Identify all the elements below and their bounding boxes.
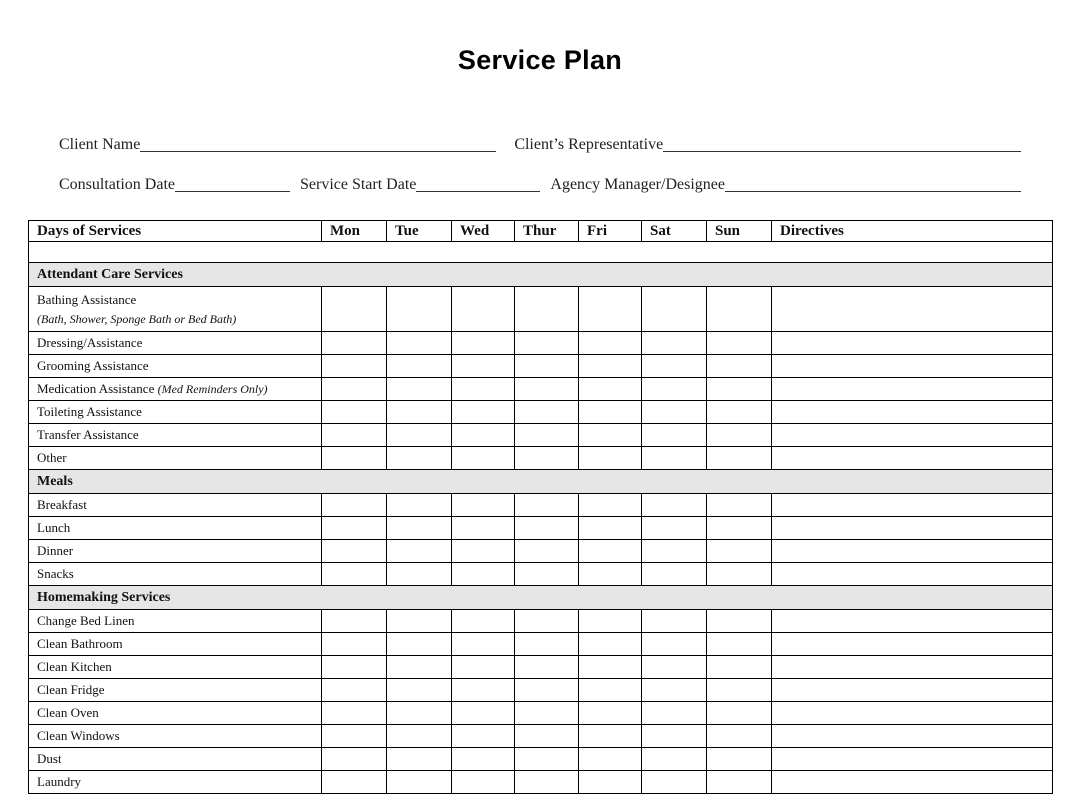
service-label: Clean Oven	[37, 705, 99, 720]
cell-sun[interactable]	[707, 494, 772, 517]
cell-mon[interactable]	[322, 656, 387, 679]
cell-tue[interactable]	[387, 771, 452, 794]
cell-directives[interactable]	[772, 563, 1053, 586]
cell-mon[interactable]	[322, 633, 387, 656]
cell-sun[interactable]	[707, 610, 772, 633]
clients-representative-label: Client’s Representative	[514, 136, 664, 153]
service-label-cell	[29, 401, 322, 424]
cell-fri[interactable]	[579, 401, 642, 424]
cell-mon[interactable]	[322, 748, 387, 771]
cell-wed[interactable]	[452, 748, 515, 771]
cell-directives[interactable]	[772, 725, 1053, 748]
cell-mon[interactable]	[322, 679, 387, 702]
service-label: Change Bed Linen	[37, 613, 135, 628]
cell-mon[interactable]	[322, 447, 387, 470]
cell-tue[interactable]	[387, 679, 452, 702]
section-title: Meals	[29, 470, 1053, 494]
cell-directives[interactable]	[772, 517, 1053, 540]
cell-sun[interactable]	[707, 287, 772, 332]
service-row	[29, 702, 1053, 725]
header-fri: Fri	[579, 221, 642, 242]
service-plan-table	[28, 220, 1053, 794]
service-label-cell	[29, 378, 322, 401]
service-label: Toileting Assistance	[37, 404, 142, 419]
cell-sun[interactable]	[707, 725, 772, 748]
cell-tue[interactable]	[387, 378, 452, 401]
service-label-cell	[29, 447, 322, 470]
service-start-date-field[interactable]	[416, 174, 540, 192]
service-label: Laundry	[37, 774, 82, 789]
service-label-cell	[29, 494, 322, 517]
cell-sat[interactable]	[642, 494, 707, 517]
cell-fri[interactable]	[579, 748, 642, 771]
service-row	[29, 633, 1053, 656]
service-row	[29, 771, 1053, 794]
cell-directives[interactable]	[772, 287, 1053, 332]
cell-mon[interactable]	[322, 702, 387, 725]
service-row	[29, 401, 1053, 424]
service-row	[29, 748, 1053, 771]
cell-wed[interactable]	[452, 287, 515, 332]
service-label: Dressing/Assistance	[37, 335, 143, 350]
agency-manager-label: Agency Manager/Designee	[550, 176, 725, 193]
cell-sat[interactable]	[642, 540, 707, 563]
cell-thur[interactable]	[515, 656, 579, 679]
cell-tue[interactable]	[387, 517, 452, 540]
cell-sat[interactable]	[642, 424, 707, 447]
cell-sun[interactable]	[707, 401, 772, 424]
cell-sat[interactable]	[642, 679, 707, 702]
cell-directives[interactable]	[772, 355, 1053, 378]
cell-tue[interactable]	[387, 748, 452, 771]
cell-thur[interactable]	[515, 424, 579, 447]
cell-sat[interactable]	[642, 332, 707, 355]
consultation-date-label: Consultation Date	[59, 176, 175, 193]
service-row	[29, 656, 1053, 679]
cell-directives[interactable]	[772, 401, 1053, 424]
header-tue: Tue	[387, 221, 452, 242]
cell-sat[interactable]	[642, 725, 707, 748]
cell-wed[interactable]	[452, 447, 515, 470]
cell-thur[interactable]	[515, 748, 579, 771]
service-label-cell	[29, 424, 322, 447]
header-thur: Thur	[515, 221, 579, 242]
header-mon: Mon	[322, 221, 387, 242]
service-label: Lunch	[37, 520, 71, 535]
cell-thur[interactable]	[515, 447, 579, 470]
service-row	[29, 378, 1053, 401]
section-header-meals	[29, 470, 1053, 494]
cell-fri[interactable]	[579, 702, 642, 725]
service-row	[29, 447, 1053, 470]
cell-mon[interactable]	[322, 378, 387, 401]
service-label: Other	[37, 450, 67, 465]
cell-fri[interactable]	[579, 656, 642, 679]
dates-row	[59, 174, 1021, 194]
cell-directives[interactable]	[772, 378, 1053, 401]
cell-tue[interactable]	[387, 332, 452, 355]
cell-sat[interactable]	[642, 771, 707, 794]
cell-directives[interactable]	[772, 540, 1053, 563]
service-row	[29, 540, 1053, 563]
service-label-cell	[29, 656, 322, 679]
service-note: (Bath, Shower, Sponge Bath or Bed Bath)	[37, 311, 237, 326]
cell-sat[interactable]	[642, 563, 707, 586]
cell-thur[interactable]	[515, 517, 579, 540]
cell-directives[interactable]	[772, 656, 1053, 679]
clients-representative-field[interactable]	[663, 134, 1021, 152]
service-label: Transfer Assistance	[37, 427, 139, 442]
agency-manager-field[interactable]	[725, 174, 1021, 192]
service-row	[29, 287, 1053, 332]
cell-mon[interactable]	[322, 610, 387, 633]
cell-sun[interactable]	[707, 679, 772, 702]
cell-thur[interactable]	[515, 287, 579, 332]
spacer-row	[29, 242, 1053, 263]
cell-sun[interactable]	[707, 424, 772, 447]
cell-directives[interactable]	[772, 610, 1053, 633]
header-days-of-services: Days of Services	[29, 221, 322, 242]
cell-wed[interactable]	[452, 517, 515, 540]
client-info-row	[59, 134, 1021, 154]
cell-sun[interactable]	[707, 748, 772, 771]
cell-wed[interactable]	[452, 679, 515, 702]
cell-fri[interactable]	[579, 332, 642, 355]
cell-sat[interactable]	[642, 702, 707, 725]
cell-tue[interactable]	[387, 401, 452, 424]
cell-directives[interactable]	[772, 748, 1053, 771]
cell-sun[interactable]	[707, 447, 772, 470]
cell-mon[interactable]	[322, 563, 387, 586]
header-sat: Sat	[642, 221, 707, 242]
cell-mon[interactable]	[322, 771, 387, 794]
cell-tue[interactable]	[387, 725, 452, 748]
cell-sun[interactable]	[707, 517, 772, 540]
cell-mon[interactable]	[322, 287, 387, 332]
cell-thur[interactable]	[515, 355, 579, 378]
section-title: Homemaking Services	[29, 586, 1053, 610]
cell-thur[interactable]	[515, 771, 579, 794]
service-label: Dust	[37, 751, 62, 766]
cell-thur[interactable]	[515, 702, 579, 725]
cell-sat[interactable]	[642, 355, 707, 378]
cell-wed[interactable]	[452, 563, 515, 586]
cell-mon[interactable]	[322, 401, 387, 424]
cell-wed[interactable]	[452, 494, 515, 517]
header-directives: Directives	[772, 221, 1053, 242]
cell-directives[interactable]	[772, 332, 1053, 355]
cell-mon[interactable]	[322, 332, 387, 355]
cell-wed[interactable]	[452, 540, 515, 563]
cell-thur[interactable]	[515, 725, 579, 748]
cell-thur[interactable]	[515, 494, 579, 517]
cell-sun[interactable]	[707, 563, 772, 586]
cell-sat[interactable]	[642, 401, 707, 424]
service-start-date-label: Service Start Date	[299, 176, 417, 193]
cell-sun[interactable]	[707, 540, 772, 563]
cell-directives[interactable]	[772, 679, 1053, 702]
service-label-cell	[29, 748, 322, 771]
cell-directives[interactable]	[772, 702, 1053, 725]
service-label: Clean Kitchen	[37, 659, 112, 674]
service-note: (Med Reminders Only)	[157, 382, 268, 396]
service-row	[29, 355, 1053, 378]
service-label: Grooming Assistance	[37, 358, 149, 373]
cell-fri[interactable]	[579, 494, 642, 517]
cell-sat[interactable]	[642, 610, 707, 633]
cell-thur[interactable]	[515, 540, 579, 563]
cell-directives[interactable]	[772, 771, 1053, 794]
cell-fri[interactable]	[579, 563, 642, 586]
cell-tue[interactable]	[387, 424, 452, 447]
cell-wed[interactable]	[452, 771, 515, 794]
cell-sun[interactable]	[707, 702, 772, 725]
cell-sun[interactable]	[707, 633, 772, 656]
cell-directives[interactable]	[772, 633, 1053, 656]
cell-tue[interactable]	[387, 563, 452, 586]
service-label-cell	[29, 610, 322, 633]
cell-sat[interactable]	[642, 447, 707, 470]
service-label: Bathing Assistance	[37, 291, 137, 307]
cell-tue[interactable]	[387, 355, 452, 378]
cell-sun[interactable]	[707, 355, 772, 378]
cell-fri[interactable]	[579, 517, 642, 540]
client-name-label: Client Name	[59, 136, 141, 153]
service-label-cell	[29, 725, 322, 748]
cell-wed[interactable]	[452, 355, 515, 378]
cell-tue[interactable]	[387, 610, 452, 633]
cell-directives[interactable]	[772, 447, 1053, 470]
header-sun: Sun	[707, 221, 772, 242]
page-title: Service Plan	[457, 45, 623, 75]
cell-wed[interactable]	[452, 702, 515, 725]
cell-mon[interactable]	[322, 424, 387, 447]
cell-thur[interactable]	[515, 633, 579, 656]
cell-sun[interactable]	[707, 771, 772, 794]
table-header-row	[29, 221, 1053, 242]
section-title: Attendant Care Services	[29, 263, 1053, 287]
cell-thur[interactable]	[515, 610, 579, 633]
cell-mon[interactable]	[322, 517, 387, 540]
service-label-cell	[29, 517, 322, 540]
service-row	[29, 494, 1053, 517]
cell-sun[interactable]	[707, 656, 772, 679]
header-wed: Wed	[452, 221, 515, 242]
cell-sat[interactable]	[642, 633, 707, 656]
section-header-homemaking	[29, 586, 1053, 610]
cell-tue[interactable]	[387, 447, 452, 470]
cell-wed[interactable]	[452, 332, 515, 355]
cell-fri[interactable]	[579, 287, 642, 332]
cell-tue[interactable]	[387, 633, 452, 656]
cell-sat[interactable]	[642, 517, 707, 540]
consultation-date-field[interactable]	[175, 174, 290, 192]
cell-sun[interactable]	[707, 332, 772, 355]
cell-wed[interactable]	[452, 424, 515, 447]
cell-mon[interactable]	[322, 355, 387, 378]
cell-tue[interactable]	[387, 494, 452, 517]
cell-fri[interactable]	[579, 355, 642, 378]
service-label-cell	[29, 633, 322, 656]
cell-fri[interactable]	[579, 447, 642, 470]
service-label: Clean Bathroom	[37, 636, 123, 651]
client-name-field[interactable]	[140, 134, 496, 152]
service-row	[29, 563, 1053, 586]
cell-thur[interactable]	[515, 401, 579, 424]
cell-sat[interactable]	[642, 378, 707, 401]
cell-sat[interactable]	[642, 748, 707, 771]
service-row	[29, 424, 1053, 447]
cell-tue[interactable]	[387, 540, 452, 563]
service-label-cell	[29, 679, 322, 702]
cell-thur[interactable]	[515, 332, 579, 355]
cell-wed[interactable]	[452, 633, 515, 656]
cell-directives[interactable]	[772, 494, 1053, 517]
service-label: Breakfast	[37, 497, 87, 512]
service-row	[29, 679, 1053, 702]
service-row	[29, 725, 1053, 748]
cell-fri[interactable]	[579, 610, 642, 633]
cell-fri[interactable]	[579, 771, 642, 794]
cell-fri[interactable]	[579, 540, 642, 563]
service-label: Dinner	[37, 543, 74, 558]
cell-mon[interactable]	[322, 725, 387, 748]
spacer-cell	[29, 242, 1053, 263]
cell-thur[interactable]	[515, 679, 579, 702]
cell-wed[interactable]	[452, 725, 515, 748]
cell-fri[interactable]	[579, 424, 642, 447]
service-label-cell	[29, 702, 322, 725]
cell-sat[interactable]	[642, 656, 707, 679]
cell-wed[interactable]	[452, 401, 515, 424]
service-label-cell	[29, 287, 322, 332]
cell-tue[interactable]	[387, 656, 452, 679]
service-label-cell	[29, 563, 322, 586]
cell-tue[interactable]	[387, 702, 452, 725]
service-label: Clean Windows	[37, 728, 120, 743]
service-label: Clean Fridge	[37, 682, 105, 697]
cell-wed[interactable]	[452, 656, 515, 679]
cell-sat[interactable]	[642, 287, 707, 332]
service-row	[29, 610, 1053, 633]
cell-mon[interactable]	[322, 494, 387, 517]
cell-fri[interactable]	[579, 378, 642, 401]
service-label-cell	[29, 355, 322, 378]
service-label-cell	[29, 771, 322, 794]
cell-tue[interactable]	[387, 287, 452, 332]
cell-thur[interactable]	[515, 563, 579, 586]
cell-wed[interactable]	[452, 610, 515, 633]
cell-mon[interactable]	[322, 540, 387, 563]
cell-directives[interactable]	[772, 424, 1053, 447]
service-label-cell	[29, 332, 322, 355]
service-row	[29, 332, 1053, 355]
cell-thur[interactable]	[515, 378, 579, 401]
cell-fri[interactable]	[579, 725, 642, 748]
service-label: Medication Assistance	[37, 381, 155, 396]
cell-sun[interactable]	[707, 378, 772, 401]
service-label-cell	[29, 540, 322, 563]
section-header-attendant	[29, 263, 1053, 287]
service-row	[29, 517, 1053, 540]
cell-fri[interactable]	[579, 633, 642, 656]
cell-fri[interactable]	[579, 679, 642, 702]
cell-wed[interactable]	[452, 378, 515, 401]
service-label: Snacks	[37, 566, 74, 581]
